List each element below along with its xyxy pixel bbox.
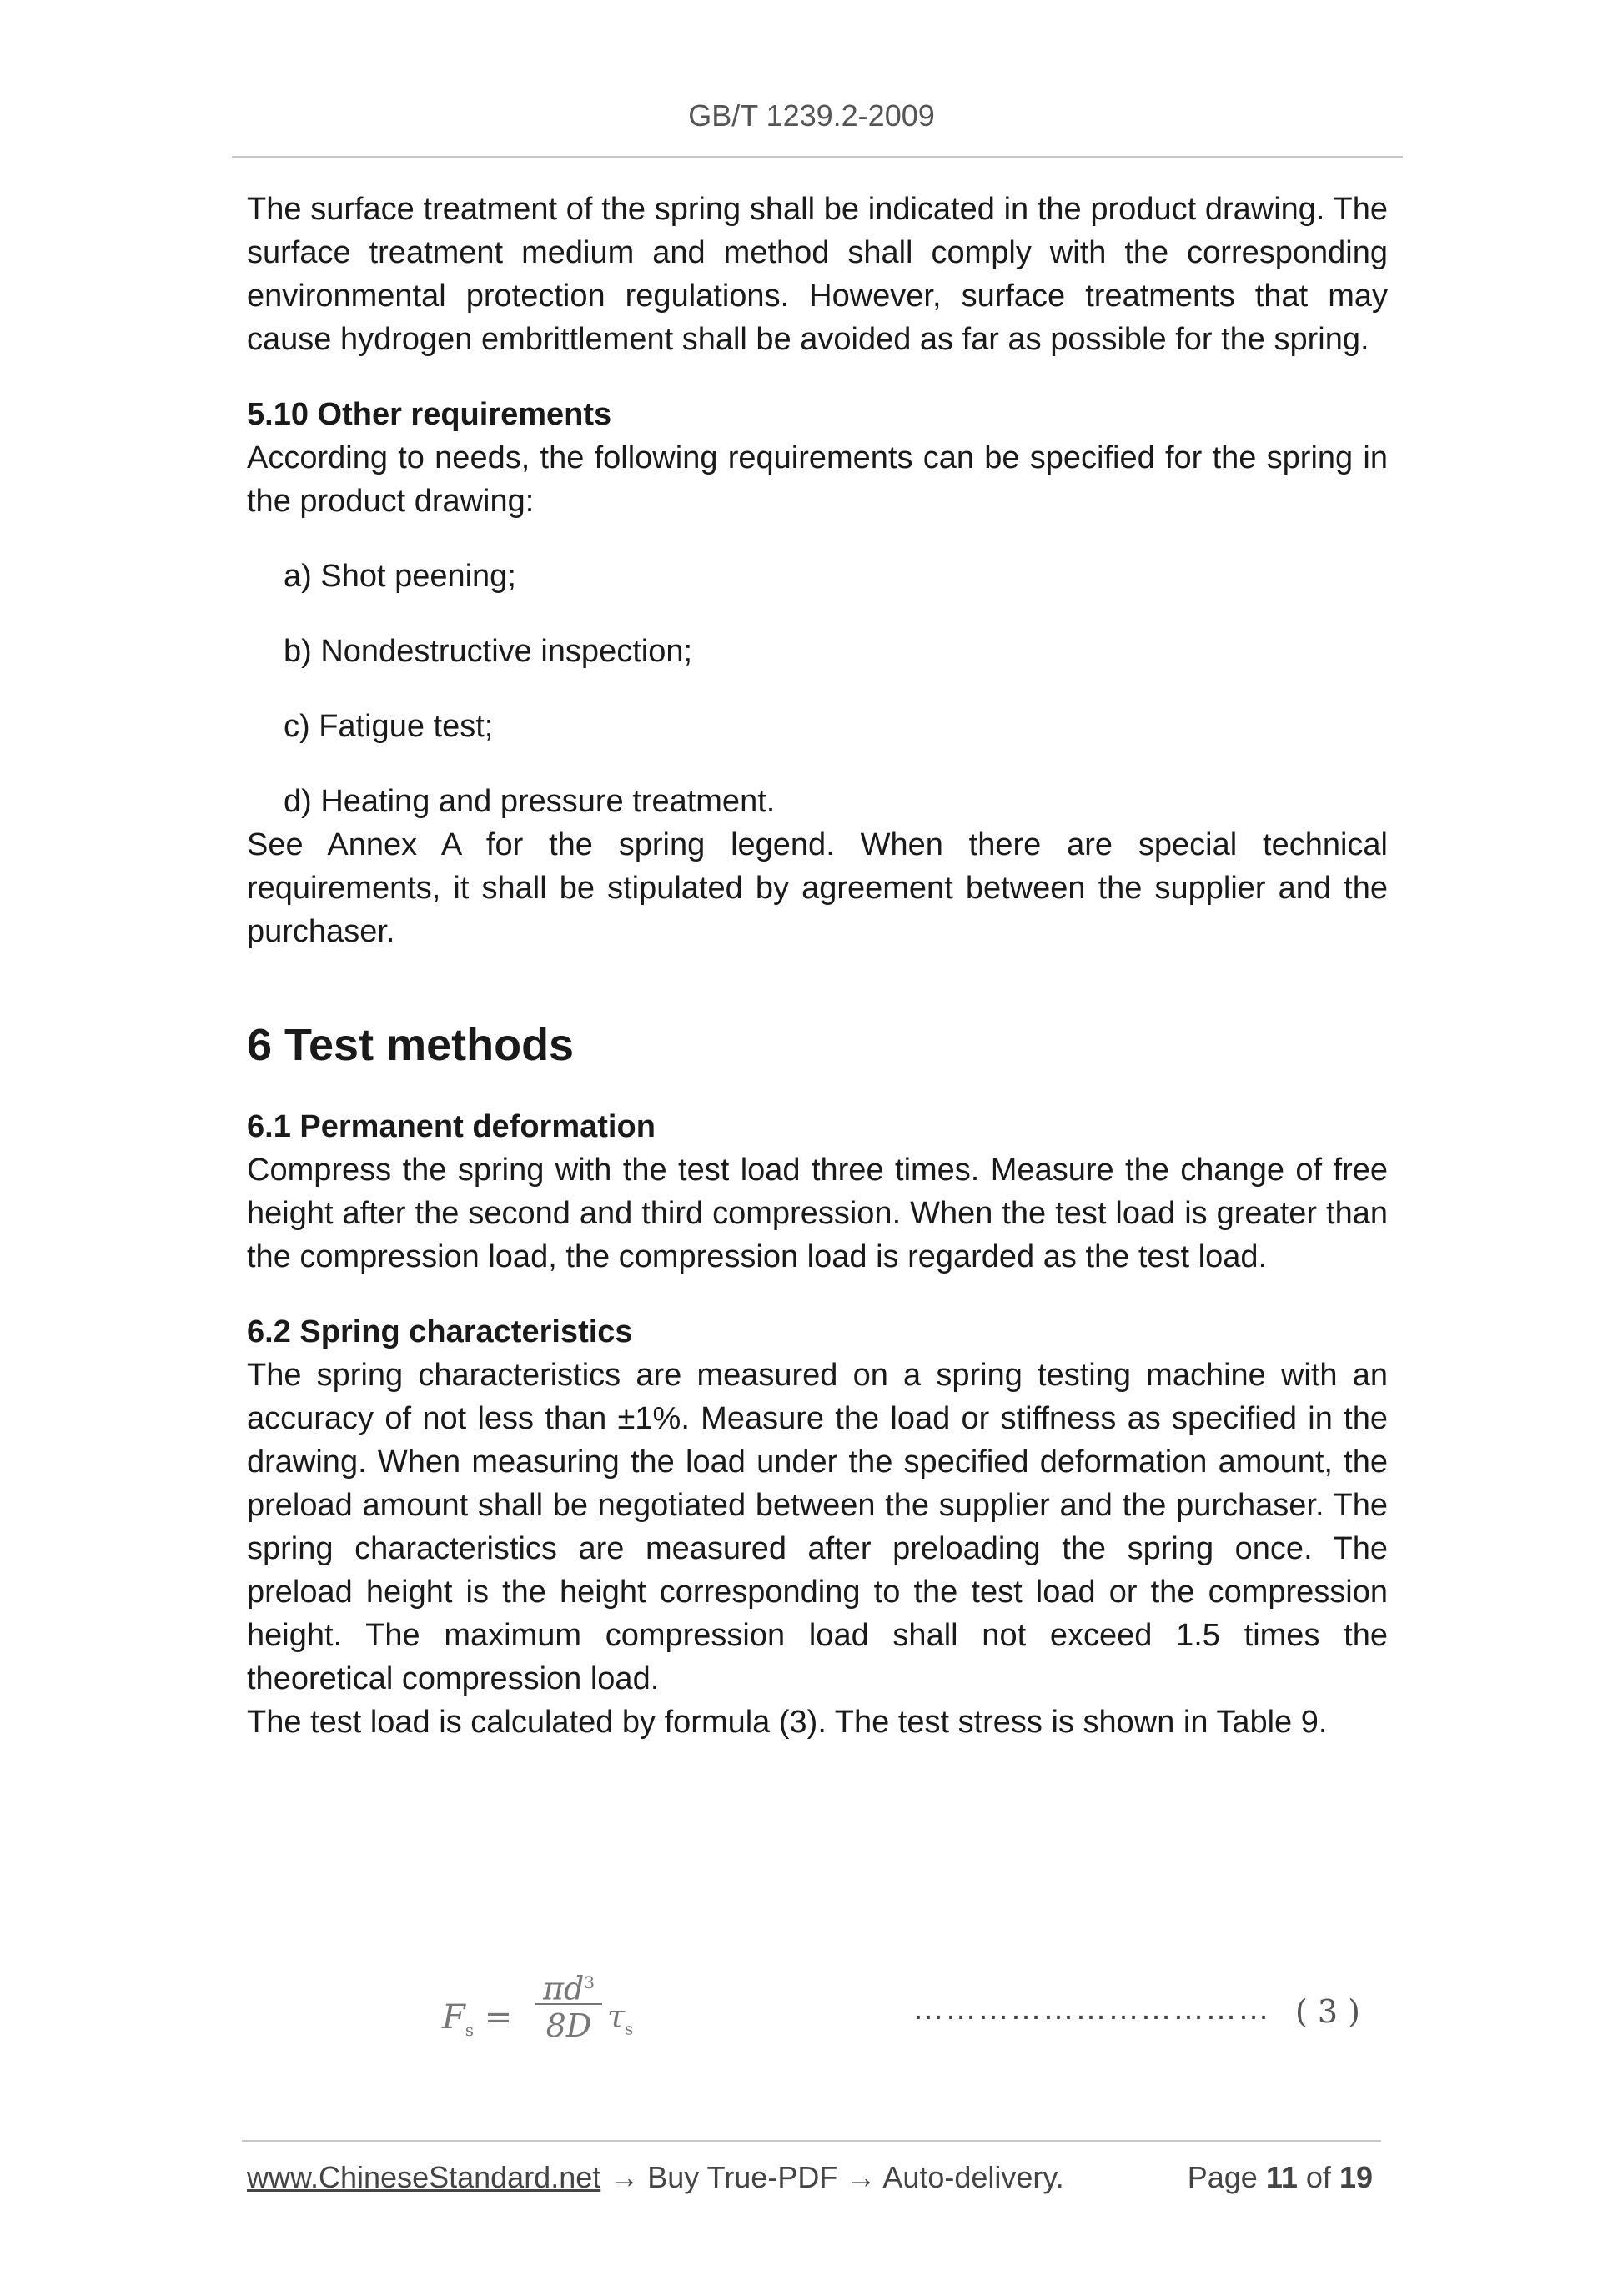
section-6-1-heading: 6.1 Permanent deformation [247, 1109, 656, 1144]
formula-equals: = [484, 1998, 513, 2037]
list-item-fatigue-test: c) Fatigue test; [284, 709, 494, 744]
chinese-standard-link[interactable]: www.ChineseStandard.net [247, 2160, 601, 2194]
page-of-label: of [1305, 2160, 1331, 2194]
header-divider [232, 156, 1403, 158]
formula-number: ( 3 ) [1295, 1993, 1360, 2030]
section-6-heading: 6 Test methods [247, 1020, 575, 1070]
formula-lhs [442, 1998, 512, 2040]
surface-treatment-paragraph: The surface treatment of the spring shall be indicated in the product drawing. The surface treatment medium and method shall comply with the corresponding environmental protection regulations. However, surface treatments that may cause hydrogen embrittlement shall be avoided as far as possible for the spring. [247, 192, 1388, 357]
section-5-10-closing: See Annex A for the spring legend. When there are special technical requirements, it shall be stipulated by agreement between the supplier and the purchaser. [247, 827, 1388, 949]
list-item-shot-peening: a) Shot peening; [284, 559, 516, 594]
formula-numerator-text: πd [542, 1970, 585, 2007]
formula-tau-symbol: τ [607, 1998, 626, 2035]
footer-tagline: → Buy True-PDF → Auto-delivery. [600, 2160, 1064, 2194]
current-page-number: 11 [1265, 2160, 1298, 2194]
formula-numerator-exponent: 3 [584, 1972, 595, 1992]
list-item-heating-pressure: d) Heating and pressure treatment. [284, 784, 776, 819]
document-id-header: GB/T 1239.2-2009 [688, 98, 935, 133]
footer-left [247, 2160, 1064, 2195]
page-footer [247, 2160, 1381, 2202]
section-6-2-text: The spring characteristics are measured on a spring testing machine with an accuracy of not less than ±1%. Measure the load or stiffness as specified in the drawing. When measuring the load under the specified deformation amount, the preload amount shall be negotiated between the supplier and the purchaser. The spring characteristics are measured after preloading the spring once. The preload height is the height corresponding to the test load or the compression height. The maximum compression load shall not exceed 1.5 times the theoretical compression load. [247, 1358, 1388, 1696]
formula-tau-subscript: s [625, 2018, 634, 2039]
formula-intro-text: The test load is calculated by formula (3). The test stress is shown in Table 9. [247, 1705, 1328, 1740]
page-indicator [1188, 2160, 1373, 2195]
formula-3-row [0, 1962, 1623, 2053]
formula-leader-dots: …………………………… [912, 1992, 1270, 2027]
formula-lhs-symbol: F [442, 1998, 465, 2037]
page-label: Page [1187, 2160, 1258, 2194]
formula-numerator [535, 1962, 602, 2007]
list-item-nondestructive-inspection: b) Nondestructive inspection; [284, 634, 693, 669]
section-5-10-heading: 5.10 Other requirements [247, 397, 612, 432]
formula-tau [607, 1998, 633, 2039]
page-content [247, 188, 1388, 1744]
formula-fraction [535, 1962, 602, 2047]
total-page-number: 19 [1339, 2160, 1373, 2194]
section-6-2-heading: 6.2 Spring characteristics [247, 1314, 633, 1349]
section-6-1-text: Compress the spring with the test load three times. Measure the change of free height after the second and third compression. When the test load is greater than the compression load, the compression load is regarded as the test load. [247, 1153, 1388, 1274]
section-5-10-lead: According to needs, the following requirements can be specified for the spring in the product drawing: [247, 440, 1388, 519]
footer-divider [242, 2140, 1381, 2142]
formula-denominator: 8D [545, 2007, 592, 2044]
formula-lhs-subscript: s [465, 2020, 475, 2040]
